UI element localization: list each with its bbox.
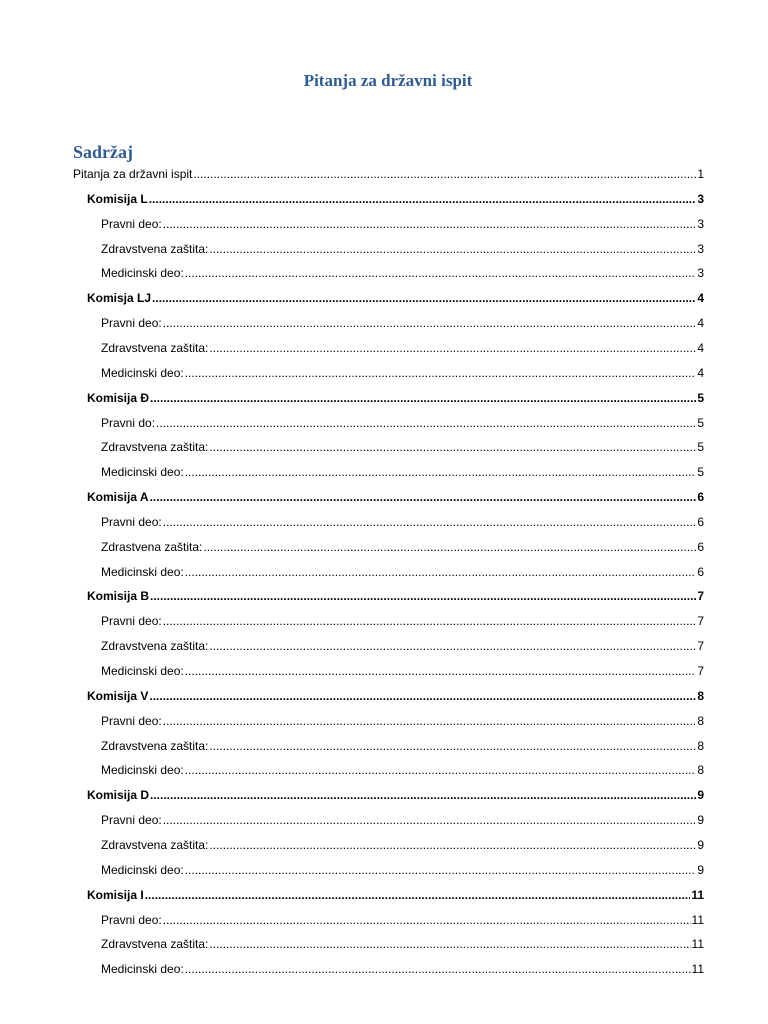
toc-dot-leader [209,340,696,356]
toc-entry[interactable] [87,390,704,406]
toc-page-number: 11 [691,962,704,977]
toc-entry[interactable] [101,564,704,580]
toc-entry-label: Medicinski deo: [101,763,184,778]
toc-entry-label: Medicinski deo: [101,962,184,977]
toc-entry[interactable] [101,837,704,853]
toc-entry[interactable] [101,738,704,754]
toc-dot-leader [209,738,696,754]
toc-entry[interactable] [101,663,704,679]
toc-entry-label: Pravni deo: [101,614,162,629]
toc-page-number: 8 [697,713,704,728]
toc-entry-label: Zdravstvena zaštita: [101,837,209,852]
toc-entry-label: Komisija I [87,887,144,902]
toc-entry-label: Zdravstvena zaštita: [101,340,209,355]
toc-entry-label: Zdravstvena zaštita: [101,241,209,256]
toc-dot-leader [209,439,696,455]
toc-entry-label: Komisija V [87,688,149,703]
toc-dot-leader [185,564,697,580]
toc-entry[interactable] [101,539,704,555]
toc-dot-leader [150,390,696,406]
toc-dot-leader [149,688,696,704]
toc-entry-label: Medicinski deo: [101,365,184,380]
toc-page-number: 5 [697,440,704,455]
toc-page-number: 9 [697,837,704,852]
toc-dot-leader [209,241,696,257]
toc-entry[interactable] [101,961,704,977]
toc-entry-label: Zdravstvena zaštita: [101,738,209,753]
toc-page-number: 8 [697,763,704,778]
toc-dot-leader [185,365,697,381]
toc-entry-label: Medicinski deo: [101,564,184,579]
toc-entry-label: Medicinski deo: [101,862,184,877]
toc-dot-leader [209,638,696,654]
toc-page-number: 4 [697,291,704,306]
toc-entry-label: Pravni deo: [101,216,162,231]
toc-dot-leader [163,713,697,729]
toc-page-number: 4 [697,365,704,380]
toc-dot-leader [185,464,697,480]
toc-page-number: 7 [697,639,704,654]
toc-entry[interactable] [87,887,704,903]
toc-page-number: 8 [697,688,704,703]
toc-page-number: 5 [697,465,704,480]
toc-page-number: 6 [697,490,704,505]
toc-page-number: 6 [697,564,704,579]
toc-entry[interactable] [101,439,704,455]
toc-entry[interactable] [101,365,704,381]
toc-dot-leader [163,912,691,928]
toc-dot-leader [203,539,696,555]
toc-page-number: 3 [697,266,704,281]
toc-page-number: 5 [697,415,704,430]
toc-entry-label: Pravni do: [101,415,156,430]
toc-entry[interactable] [87,191,704,207]
toc-page-number: 7 [697,664,704,678]
toc-dot-leader [149,191,697,207]
toc-entry-label: Pitanja za državni ispit [73,167,193,181]
toc-entry[interactable] [87,787,704,803]
toc-dot-leader [152,290,696,306]
toc-entry[interactable] [87,489,704,505]
toc-page-number: 4 [697,340,704,355]
toc-dot-leader [163,216,697,232]
toc-entry-label: Zdravstvena zaštita: [101,440,209,455]
toc-entry[interactable] [101,415,704,431]
toc-dot-leader [209,837,696,853]
toc-page-number: 6 [697,539,704,554]
toc-dot-leader [156,415,696,431]
toc-page-number: 9 [697,788,704,803]
toc-heading: Sadržaj [73,142,133,162]
toc-entry[interactable] [101,464,704,480]
toc-entry-label: Komisija L [87,191,148,206]
toc-dot-leader [193,166,696,182]
toc-entry[interactable] [73,166,704,182]
toc-entry-label: Zdravstvena zaštita: [101,937,209,952]
toc-entry[interactable] [101,216,704,232]
toc-entry[interactable] [101,514,704,530]
toc-page-number: 11 [691,912,704,927]
toc-page-number: 8 [697,738,704,753]
toc-dot-leader [150,489,697,505]
toc-entry[interactable] [101,638,704,654]
toc-dot-leader [163,613,697,629]
toc-entry[interactable] [101,912,704,928]
toc-page-number: 7 [697,589,704,604]
toc-entry[interactable] [101,762,704,778]
toc-entry-label: Komisija D [87,788,150,803]
toc-entry[interactable] [87,290,704,306]
toc-dot-leader [185,663,697,679]
toc-page-number: 6 [697,514,704,529]
toc-dot-leader [185,762,697,778]
toc-entry-label: Komisija A [87,490,149,505]
toc-dot-leader [163,514,697,530]
toc-entry-label: Komisja LJ [87,291,152,306]
toc-entry-label: Komisija Đ [87,390,150,405]
toc-entry-label: Pravni deo: [101,316,162,331]
toc-page-number: 9 [697,862,704,877]
toc-entry[interactable] [87,588,704,604]
toc-entry[interactable] [101,265,704,281]
toc-page-number: 7 [697,614,704,629]
toc-entry[interactable] [101,613,704,629]
toc-dot-leader [185,961,691,977]
toc-entry[interactable] [87,688,704,704]
toc-page-number: 11 [691,937,704,952]
toc-entry-label: Zdravstvena zaštita: [101,639,209,654]
toc-dot-leader [185,862,697,878]
toc-entry-label: Pravni deo: [101,813,162,828]
document-title: Pitanja za državni ispit [303,71,473,90]
toc-entry-label: Pravni deo: [101,713,162,728]
toc-entry[interactable] [101,862,704,878]
toc-dot-leader [163,812,697,828]
toc-entry-label: Medicinski deo: [101,664,184,678]
toc-page-number: 5 [697,390,704,405]
toc-dot-leader [150,787,696,803]
toc-entry[interactable] [101,241,704,257]
toc-page-number: 11 [691,887,704,902]
toc-entry[interactable] [101,713,704,729]
toc-entry-label: Pravni deo: [101,912,162,927]
toc-entry[interactable] [101,812,704,828]
toc-page-number: 3 [697,191,704,206]
toc-entry[interactable] [101,340,704,356]
toc-dot-leader [150,588,696,604]
toc-entry-label: Pravni deo: [101,514,162,529]
toc-entry[interactable] [101,936,704,952]
toc-entry-label: Komisija B [87,589,150,604]
toc-entry-label: Medicinski deo: [101,266,184,281]
toc-entry[interactable] [101,315,704,331]
toc-page-number: 1 [697,167,704,181]
toc-entry-label: Zdrastvena zaštita: [101,539,203,554]
toc-page-number: 4 [697,316,704,331]
toc-entry-label: Medicinski deo: [101,465,184,480]
toc-dot-leader [185,265,697,281]
toc-dot-leader [209,936,690,952]
toc-page-number: 3 [697,216,704,231]
toc-dot-leader [145,887,691,903]
toc-page-number: 3 [697,241,704,256]
toc-dot-leader [163,315,697,331]
toc-page-number: 9 [697,813,704,828]
